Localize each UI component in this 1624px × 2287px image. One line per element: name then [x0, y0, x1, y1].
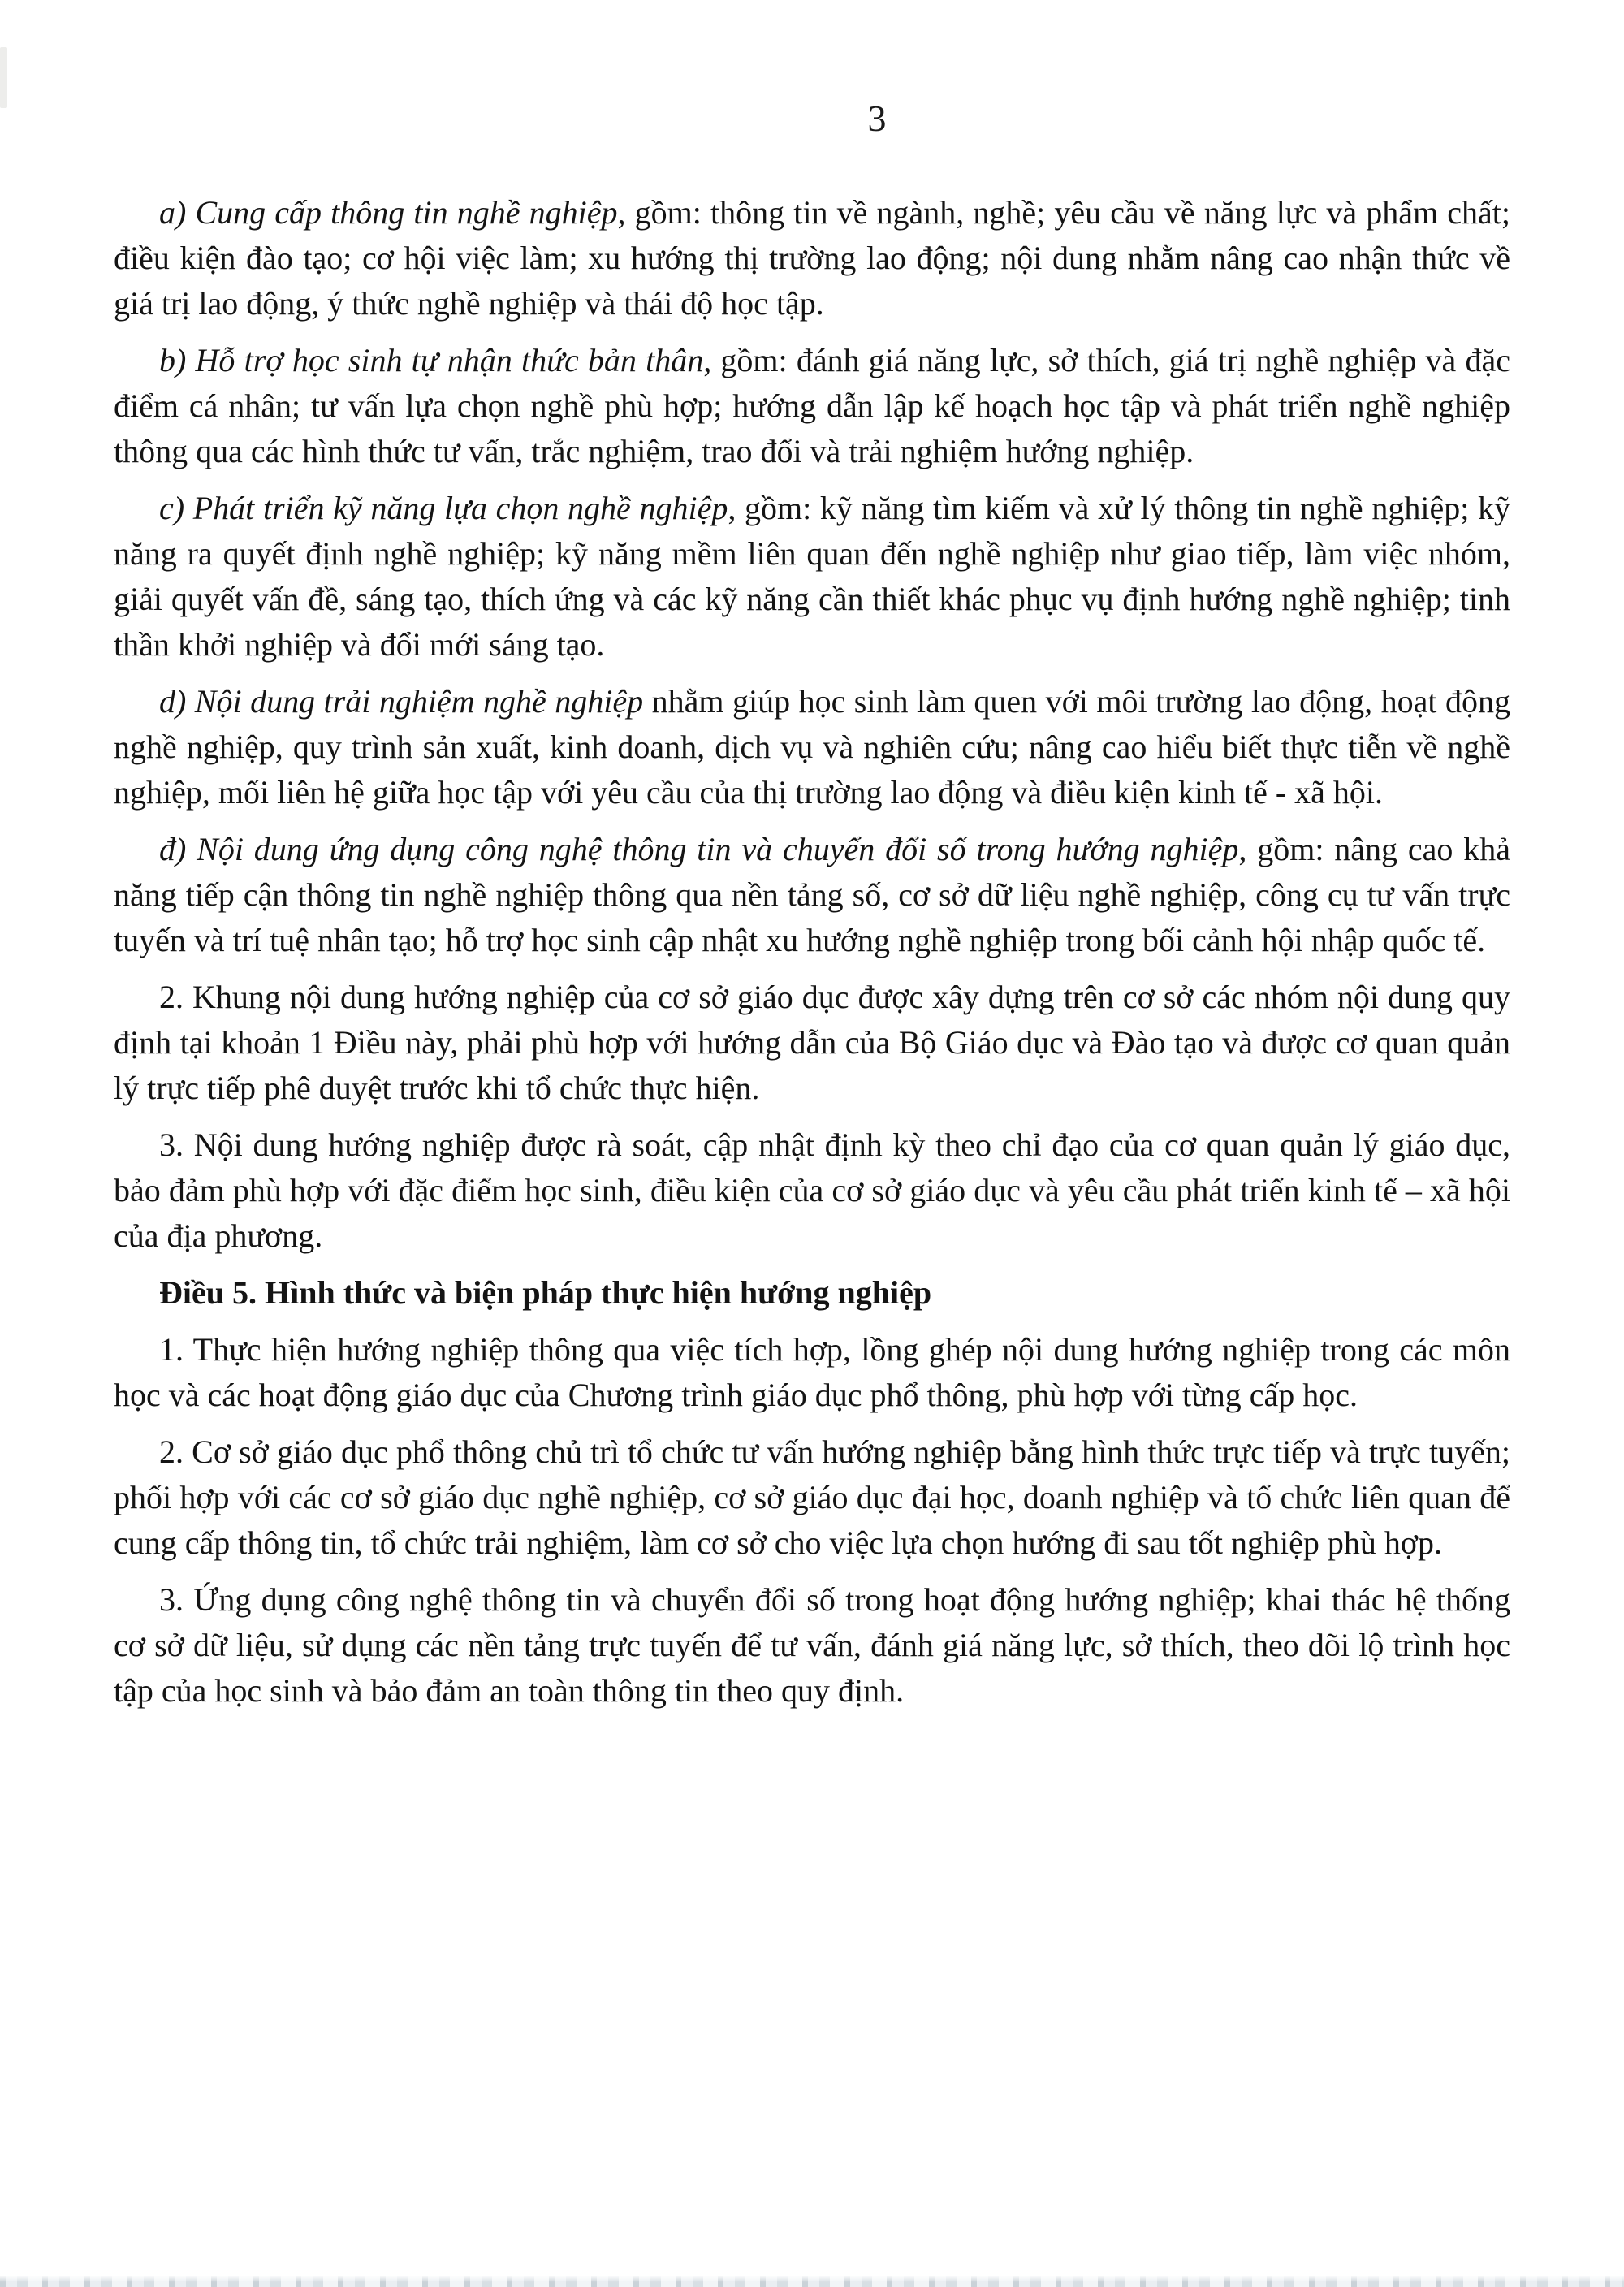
- article-heading: [114, 1270, 1510, 1316]
- paragraph: [114, 827, 1510, 963]
- text-segment: 3. Nội dung hướng nghiệp được rà soát, cập nhật định kỳ theo chỉ đạo của cơ quan quản lý giáo dục, bảo đảm phù hợp với đặc điểm học sinh, điều kiện của cơ sở giáo dục và yêu cầu phát triển kinh tế – xã hội của địa phương.: [114, 1126, 1510, 1254]
- text-segment: a) Cung cấp thông tin nghề nghiệp: [159, 194, 618, 231]
- text-segment: , gồm: thông tin về ngành, nghề; yêu cầu về năng lực và phẩm chất; điều kiện đào tạo; cơ hội việc làm; xu hướng thị trường lao động; nội dung nhằm nâng cao nhận thức về giá trị lao động, ý thức nghề nghiệp và thái độ học tập.: [114, 194, 1510, 322]
- text-segment: nhằm giúp học sinh làm quen với môi trường lao động, hoạt động nghề nghiệp, quy trình sản xuất, kinh doanh, dịch vụ và nghiên cứu; nâng cao hiểu biết thực tiễn về nghề nghiệp, mối liên hệ giữa học tập với yêu cầu của thị trường lao động và điều kiện kinh tế - xã hội.: [114, 683, 1511, 811]
- paragraph: [114, 679, 1510, 815]
- page-number: 3: [867, 97, 887, 139]
- text-segment: , gồm: đánh giá năng lực, sở thích, giá trị nghề nghiệp và đặc điểm cá nhân; tư vấn lựa chọn nghề phù hợp; hướng dẫn lập kế hoạch học tập và phát triển nghề nghiệp thông qua các hình thức tư vấn, trắc nghiệm, trao đổi và trải nghiệm hướng nghiệp.: [114, 342, 1510, 469]
- paragraph: [114, 338, 1510, 474]
- paragraph: [114, 486, 1510, 668]
- paragraph: [114, 1327, 1510, 1418]
- paragraph: [114, 190, 1510, 326]
- scan-artifact-left: [0, 47, 7, 108]
- paragraph: [114, 1577, 1510, 1714]
- scan-artifact-bottom-edge: [0, 2276, 1624, 2287]
- paragraph: [114, 975, 1510, 1111]
- text-segment: , gồm: kỹ năng tìm kiếm và xử lý thông tin nghề nghiệp; kỹ năng ra quyết định nghề nghiệp; kỹ năng mềm liên quan đến nghề nghiệp như giao tiếp, làm việc nhóm, giải quyết vấn đề, sáng tạo, thích ứng và các kỹ năng cần thiết khác phục vụ định hướng nghề nghiệp; tinh thần khởi nghiệp và đổi mới sáng tạo.: [114, 490, 1511, 663]
- text-segment: 1. Thực hiện hướng nghiệp thông qua việc tích hợp, lồng ghép nội dung hướng nghiệp trong các môn học và các hoạt động giáo dục của Chương trình giáo dục phổ thông, phù hợp với từng cấp học.: [114, 1331, 1510, 1413]
- text-segment: 3. Ứng dụng công nghệ thông tin và chuyển đổi số trong hoạt động hướng nghiệp; khai thác hệ thống cơ sở dữ liệu, sử dụng các nền tảng trực tuyến để tư vấn, đánh giá năng lực, sở thích, theo dõi lộ trình học tập của học sinh và bảo đảm an toàn thông tin theo quy định.: [114, 1581, 1510, 1709]
- text-segment: , gồm: nâng cao khả năng tiếp cận thông tin nghề nghiệp thông qua nền tảng số, cơ sở dữ liệu nghề nghiệp, công cụ tư vấn trực tuyến và trí tuệ nhân tạo; hỗ trợ học sinh cập nhật xu hướng nghề nghiệp trong bối cảnh hội nhập quốc tế.: [114, 831, 1510, 958]
- text-segment: d) Nội dung trải nghiệm nghề nghiệp: [159, 683, 644, 720]
- text-segment: b) Hỗ trợ học sinh tự nhận thức bản thân: [159, 342, 704, 378]
- document-body: [114, 190, 1510, 1725]
- text-segment: c) Phát triển kỹ năng lựa chọn nghề nghiệp: [159, 490, 728, 526]
- paragraph: [114, 1122, 1510, 1259]
- text-segment: 2. Khung nội dung hướng nghiệp của cơ sở giáo dục được xây dựng trên cơ sở các nhóm nội dung quy định tại khoản 1 Điều này, phải phù hợp với hướng dẫn của Bộ Giáo dục và Đào tạo và được cơ quan quản lý trực tiếp phê duyệt trước khi tổ chức thực hiện.: [114, 979, 1510, 1106]
- text-segment: 2. Cơ sở giáo dục phổ thông chủ trì tổ chức tư vấn hướng nghiệp bằng hình thức trực tiếp và trực tuyến; phối hợp với các cơ sở giáo dục nghề nghiệp, cơ sở giáo dục đại học, doanh nghiệp và tổ chức liên quan để cung cấp thông tin, tổ chức trải nghiệm, làm cơ sở cho việc lựa chọn hướng đi sau tốt nghiệp phù hợp.: [114, 1433, 1510, 1561]
- text-segment: Điều 5. Hình thức và biện pháp thực hiện hướng nghiệp: [159, 1274, 932, 1311]
- text-segment: đ) Nội dung ứng dụng công nghệ thông tin và chuyển đổi số trong hướng nghiệp: [159, 831, 1239, 867]
- paragraph: [114, 1429, 1510, 1566]
